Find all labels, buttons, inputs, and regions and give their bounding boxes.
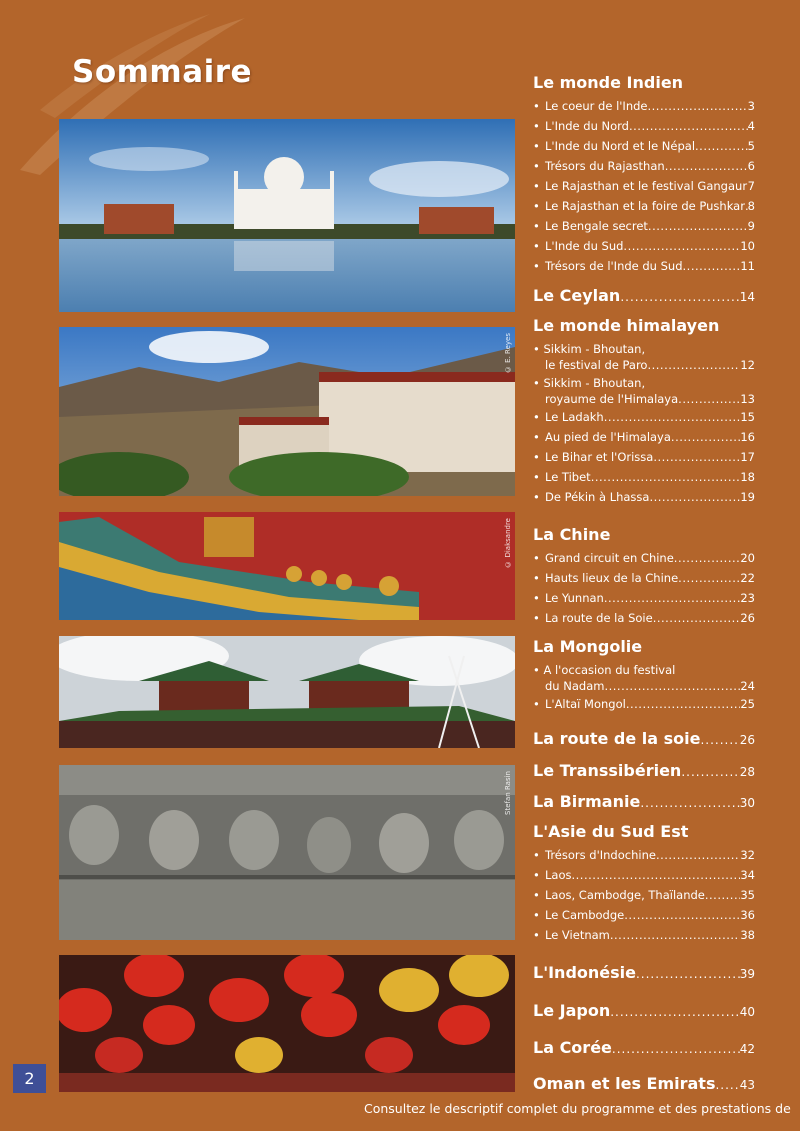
section-transsiberien[interactable]: Le Transsibérien ..... 28 [533, 760, 755, 783]
toc-entry[interactable]: • Laos, Cambodge, Thaïlande ..... 35 [533, 885, 755, 905]
section-heading: La Birmanie [533, 792, 641, 811]
toc-entry[interactable]: • Laos ..... 34 [533, 865, 755, 885]
section-asie-sud-est [533, 821, 755, 945]
lanterns-photo [59, 955, 515, 1092]
toc-entry[interactable]: • Sikkim - Bhoutan, royaume de l'Himalaya ..... 13 [533, 373, 755, 407]
toc-entry[interactable]: • Le Rajasthan et la foire de Pushkar ..... 8 [533, 196, 755, 216]
section-heading: La Chine [533, 525, 611, 544]
toc-entry[interactable]: • Le Yunnan ..... 23 [533, 588, 755, 608]
section-monde-himalayen [533, 315, 755, 507]
toc-entry[interactable]: • A l'occasion du festival du Nadam ..... 24 [533, 660, 755, 694]
toc-entry[interactable]: • Trésors d'Indochine ..... 32 [533, 845, 755, 865]
section-heading: Le monde himalayen [533, 316, 720, 335]
toc-entry[interactable]: • Le Bihar et l'Orissa ..... 17 [533, 447, 755, 467]
section-ceylan[interactable]: Le Ceylan ..... 14 [533, 285, 755, 308]
toc-entry[interactable]: • L'Inde du Nord et le Népal ..... 5 [533, 136, 755, 156]
footer-text: Consultez le descriptif complet du programme et des prestations de [364, 1101, 791, 1116]
page-title: Sommaire [72, 54, 253, 90]
section-chine [533, 524, 755, 628]
section-heading: Le Japon [533, 1001, 611, 1020]
toc-entry[interactable]: • Trésors du Rajasthan ..... 6 [533, 156, 755, 176]
section-indonesie[interactable]: L'Indonésie ..... 39 [533, 962, 755, 985]
section-heading: La Corée [533, 1038, 612, 1057]
toc-entry[interactable]: • Le Tibet ..... 18 [533, 467, 755, 487]
photo-credit: © Diaksandre [504, 518, 512, 568]
section-birmanie[interactable]: La Birmanie ..... 30 [533, 791, 755, 814]
page-number-badge: 2 [13, 1064, 46, 1093]
toc-entry[interactable]: • Trésors de l'Inde du Sud ..... 11 [533, 256, 755, 276]
toc-entry[interactable]: • Le Cambodge ..... 36 [533, 905, 755, 925]
section-mongolie [533, 636, 755, 714]
toc-entry[interactable]: • Le Vietnam ..... 38 [533, 925, 755, 945]
section-oman-emirats[interactable]: Oman et les Emirats ..... 43 [533, 1073, 755, 1096]
toc-entry[interactable]: • Le coeur de l'Inde ..... 3 [533, 96, 755, 116]
section-heading: Le Transsibérien [533, 761, 682, 780]
section-route-soie[interactable]: La route de la soie ..... 26 [533, 728, 755, 751]
section-heading: Le monde Indien [533, 73, 684, 92]
taj-mahal-photo [59, 119, 515, 312]
toc-entry[interactable]: • Le Rajasthan et le festival Gangaur ..... 7 [533, 176, 755, 196]
section-heading: Le Ceylan [533, 286, 621, 305]
section-coree[interactable]: La Corée ..... 42 [533, 1037, 755, 1060]
toc-entry[interactable]: • L'Altaï Mongol ..... 25 [533, 694, 755, 714]
toc-entry[interactable]: • La route de la Soie ..... 26 [533, 608, 755, 628]
toc-entry[interactable]: • De Pékin à Lhassa ..... 19 [533, 487, 755, 507]
chinese-roof-photo [59, 512, 515, 620]
section-heading: La Mongolie [533, 637, 643, 656]
photo-credit: Stefan Rasin [504, 771, 512, 815]
toc-entry[interactable]: • L'Inde du Nord ..... 4 [533, 116, 755, 136]
section-heading: La route de la soie [533, 729, 701, 748]
section-monde-indien [533, 72, 755, 276]
stone-carvings-photo [59, 765, 515, 940]
toc-entry[interactable]: • Le Bengale secret ..... 9 [533, 216, 755, 236]
mongolian-temple-photo [59, 636, 515, 748]
photo-credit: © E. Reyes [504, 333, 512, 374]
toc-entry[interactable]: • Au pied de l'Himalaya ..... 16 [533, 427, 755, 447]
section-heading: Oman et les Emirats [533, 1074, 716, 1093]
toc-entry[interactable]: • Le Ladakh ..... 15 [533, 407, 755, 427]
toc-entry[interactable]: • Hauts lieux de la Chine ..... 22 [533, 568, 755, 588]
toc-entry[interactable]: • L'Inde du Sud ..... 10 [533, 236, 755, 256]
section-heading: L'Indonésie [533, 963, 636, 982]
himalaya-monastery-photo [59, 327, 515, 496]
toc-entry[interactable]: • Sikkim - Bhoutan, le festival de Paro ..... 12 [533, 339, 755, 373]
section-heading: L'Asie du Sud Est [533, 822, 689, 841]
section-japon[interactable]: Le Japon ..... 40 [533, 1000, 755, 1023]
toc-entry[interactable]: • Grand circuit en Chine ..... 20 [533, 548, 755, 568]
